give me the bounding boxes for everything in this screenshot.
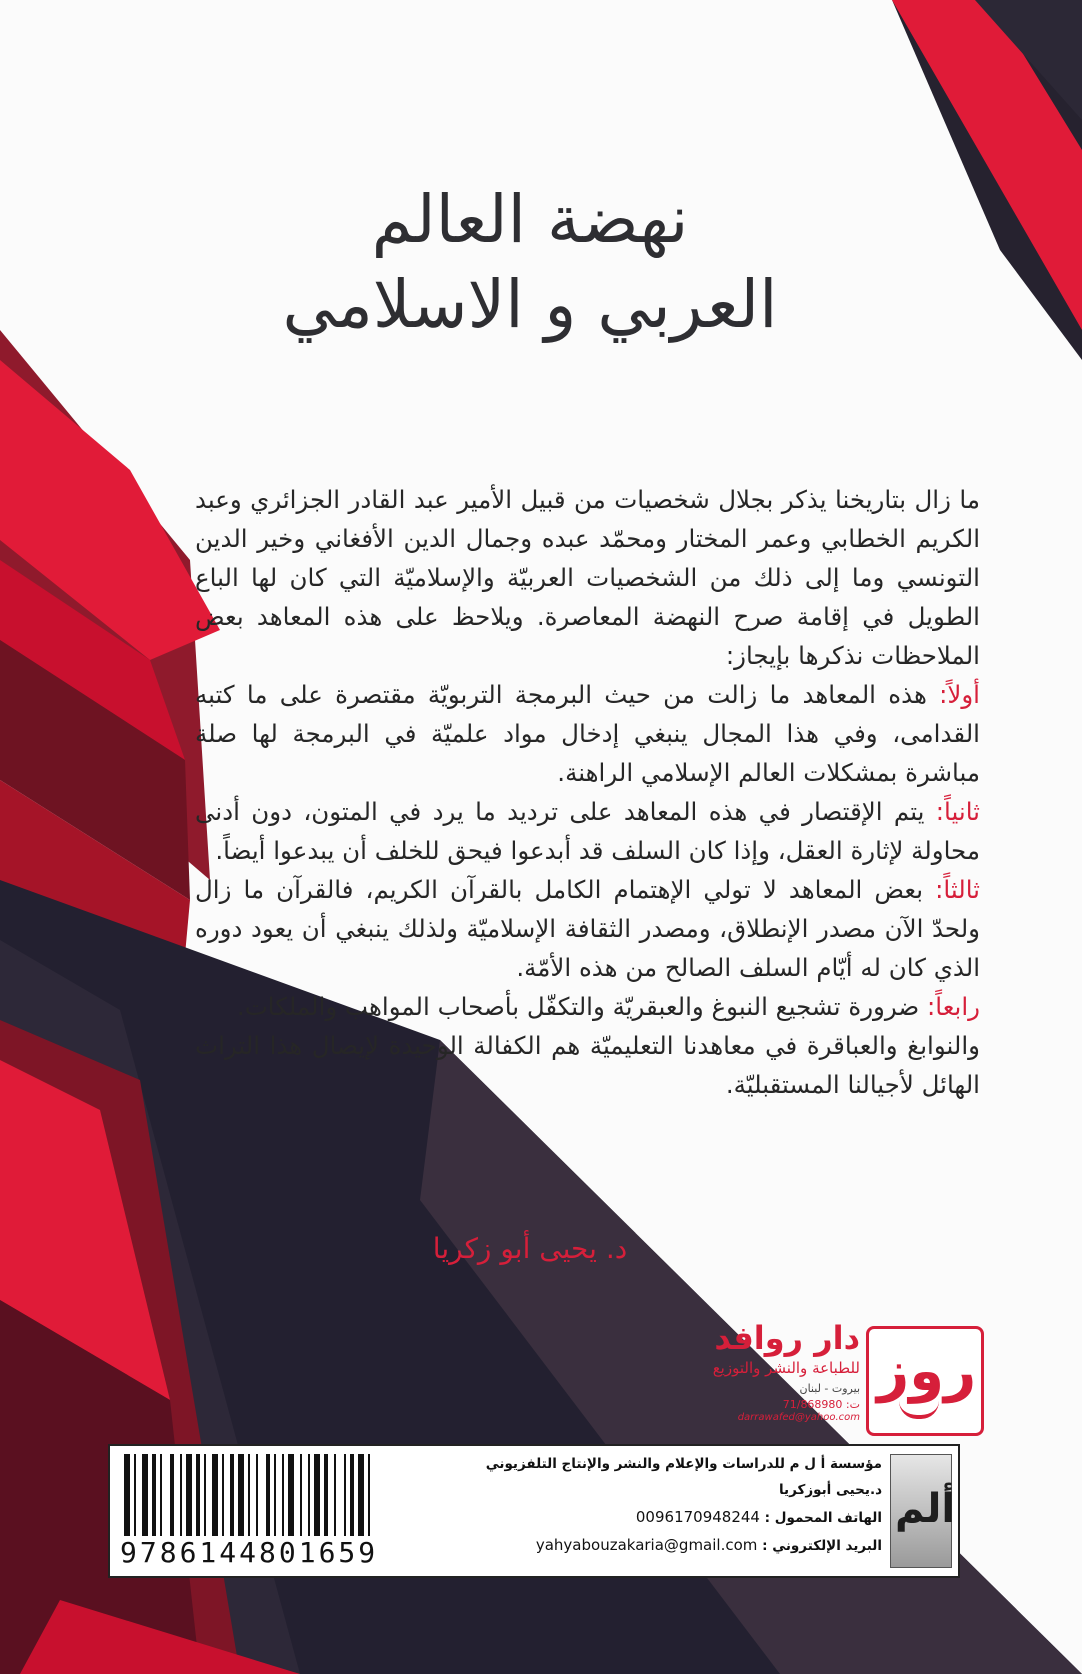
- publisher-name: دار روافد: [714, 1319, 860, 1357]
- info-email-value: yahyabouzakaria@gmail.com: [535, 1536, 758, 1554]
- book-icon: [899, 1401, 939, 1419]
- publisher-subtitle: للطباعة والنشر والتوزيع: [712, 1359, 860, 1377]
- blurb-point-2: [195, 792, 980, 870]
- publisher-phone: ت: 71/868980: [782, 1398, 860, 1411]
- point-text: يتم الإقتصار في هذه المعاهد على ترديد ما يرد في المتون، دون أدنى محاولة لإثارة العقل، وإذا كان السلف قد أبدعوا فيحق للخلف أن يبدعوا أيضاً.: [195, 797, 980, 865]
- point-lead: ثالثاً:: [935, 875, 980, 904]
- point-text: بعض المعاهد لا تولي الإهتمام الكامل بالقرآن الكريم، فالقرآن ما زال ولحدّ الآن مصدر الإنطلاق، ومصدر الثقافة الإسلاميّة ولذلك ينبغي أن يعود دوره الذي كان له أيّام السلف الصالح من هذه الأمّة.: [195, 875, 980, 982]
- point-lead: أولاً:: [939, 680, 980, 709]
- publisher-logo-glyph: روز: [877, 1339, 977, 1404]
- info-phone: [636, 1508, 882, 1526]
- blurb-point-4: [195, 987, 980, 1026]
- isbn-number: 9786144801659: [120, 1536, 379, 1569]
- publisher-city: بيروت - لبنان: [799, 1382, 860, 1395]
- info-phone-value: 0096170948244: [635, 1508, 760, 1526]
- contact-info-box: [108, 1444, 960, 1578]
- info-author: د.يحيى أبوزكريا: [778, 1482, 882, 1498]
- point-text: هذه المعاهد ما زالت من حيث البرمجة التربويّة مقتصرة على ما كتبه القدامى، وفي هذا المجال ينبغي إدخال مواد علميّة في البرمجة لها صلة مباشرة بمشكلات العالم الإسلامي الراهنة.: [195, 680, 980, 787]
- publisher-email: darrawafed@yahoo.com: [737, 1412, 860, 1423]
- isbn-barcode: [116, 1454, 464, 1569]
- info-organization: مؤسسة أ ل م للدراسات والإعلام والنشر والإنتاج التلفزيوني: [485, 1456, 882, 1472]
- title-line-1: نهضة العالم: [371, 181, 689, 258]
- alm-logo-glyph: ألم: [895, 1486, 956, 1532]
- blurb-intro: ما زال بتاريخنا يذكر بجلال شخصيات من قبيل الأمير عبد القادر الجزائري وعبد الكريم الخطابي وعمر المختار ومحمّد عبده وجمال الدين الأفغاني وخير الدين التونسي وما إلى ذلك من الشخصيات العربيّة والإسلاميّة التي كان لها الباع الطويل في إقامة صرح النهضة المعاصرة. ويلاحظ على هذه المعاهد بعض الملاحظات نذكرها بإيجاز:: [195, 485, 980, 670]
- blurb: [195, 480, 980, 1104]
- blurb-point-1: [195, 675, 980, 792]
- blurb-point-3: [195, 870, 980, 987]
- point-text: ضرورة تشجيع النبوغ والعبقريّة والتكفّل بأصحاب المواهب والملكات.: [236, 992, 927, 1021]
- info-email-label: البريد الإلكتروني :: [762, 1538, 882, 1554]
- info-phone-label: الهاتف المحمول :: [764, 1510, 882, 1526]
- alm-logo: [890, 1454, 956, 1568]
- publisher-logo: [866, 1326, 984, 1436]
- info-email: [536, 1536, 882, 1554]
- point-lead: رابعاً:: [927, 992, 980, 1021]
- blurb-closing: والنوابغ والعباقرة في معاهدنا التعليميّة هم الكفالة الوحيدة لإيصال هذا التراث الهائل لأجيالنا المستقبليّة.: [195, 1031, 980, 1099]
- author-name: د. يحيى أبو زكريا: [432, 1232, 628, 1265]
- barcode-icon: [124, 1454, 456, 1536]
- title-line-2: العربي و الاسلامي: [282, 266, 778, 343]
- point-lead: ثانياً:: [935, 797, 980, 826]
